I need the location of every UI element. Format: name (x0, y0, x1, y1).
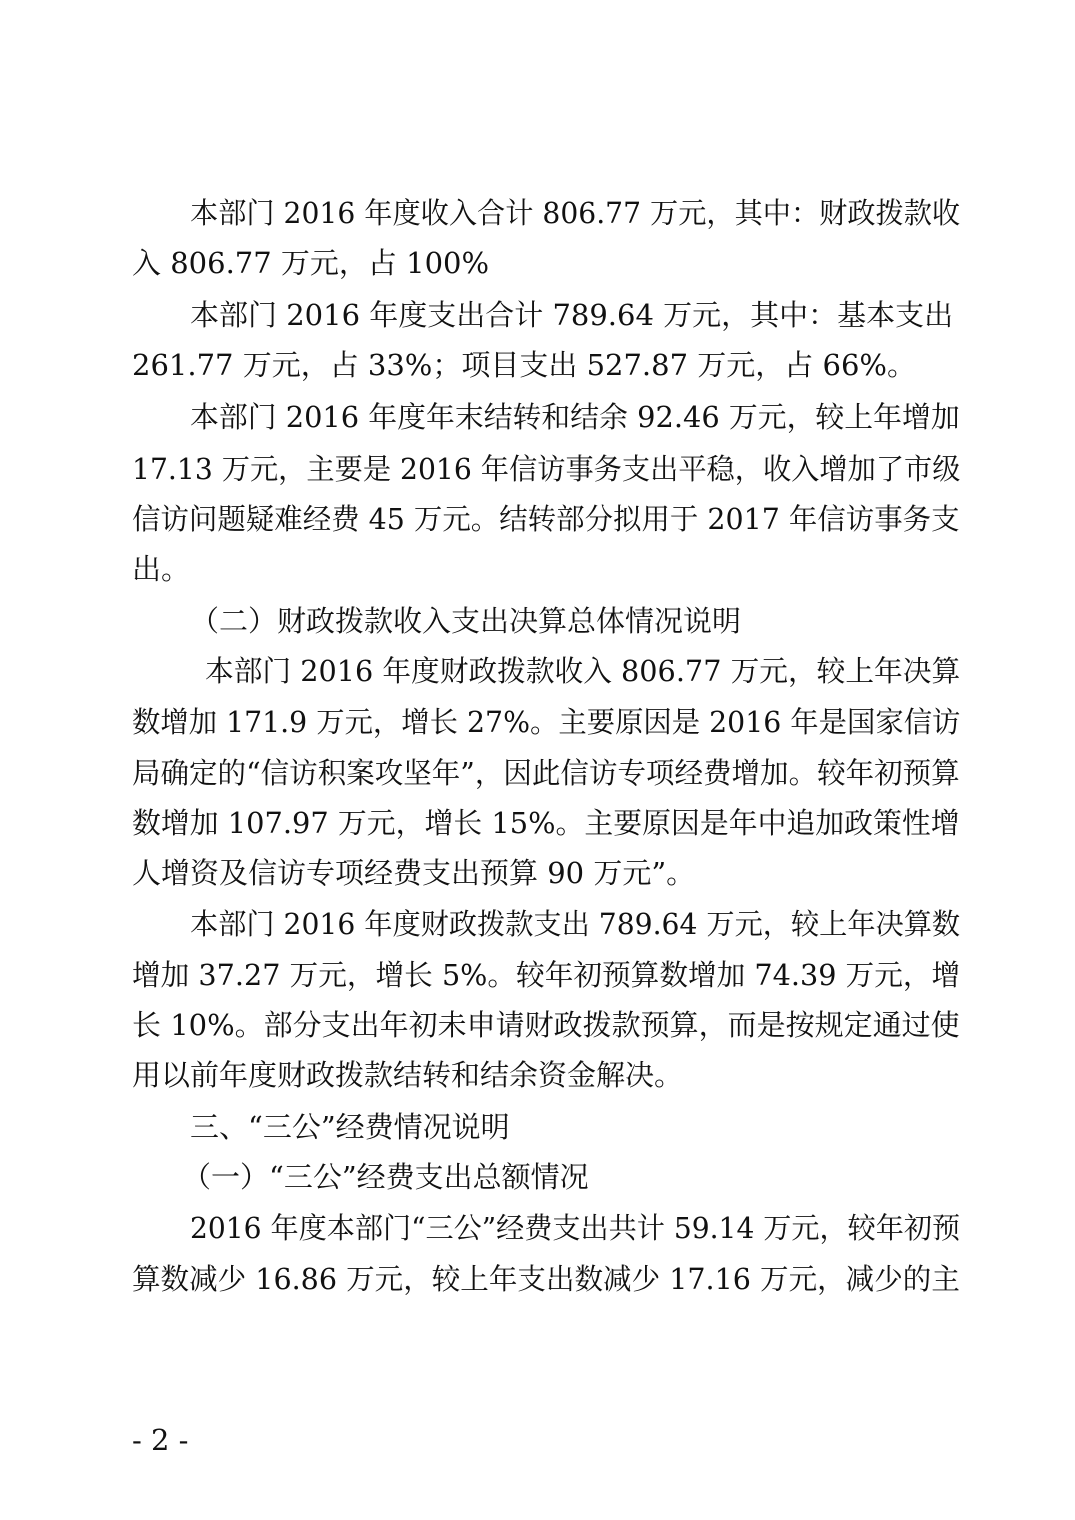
paragraph-line-5: 本部门 2016 年度年末结转和结余 92.46 万元，较上年增加 (190, 400, 960, 434)
paragraph-line-17: 用以前年度财政拨款结转和结余资金解决。 (132, 1058, 684, 1092)
paragraph-line-8: 出。 (132, 552, 191, 586)
page-number: - 2 - (132, 1423, 189, 1457)
paragraph-line-14: 本部门 2016 年度财政拨款支出 789.64 万元，较上年决算数 (190, 907, 961, 941)
paragraph-line-19: 算数减少 16.86 万元，较上年支出数减少 17.16 万元，减少的主 (132, 1262, 960, 1296)
paragraph-line-6: 17.13 万元，主要是 2016 年信访事务支出平稳，收入增加了市级 (132, 452, 961, 486)
paragraph-line-15: 增加 37.27 万元，增长 5%。较年初预算数增加 74.39 万元，增 (132, 958, 961, 992)
paragraph-line-7: 信访问题疑难经费 45 万元。结转部分拟用于 2017 年信访事务支 (132, 502, 960, 536)
paragraph-line-9: 本部门 2016 年度财政拨款收入 806.77 万元，较上年决算 (205, 654, 961, 688)
paragraph-line-3: 本部门 2016 年度支出合计 789.64 万元，其中：基本支出 (190, 298, 954, 332)
paragraph-line-16: 长 10%。部分支出年初未申请财政拨款预算，而是按规定通过使 (132, 1008, 960, 1042)
paragraph-line-11: 局确定的“信访积案攻坚年”，因此信访专项经费增加。较年初预算 (132, 756, 960, 790)
paragraph-line-4: 261.77 万元，占 33%；项目支出 527.87 万元，占 66%。 (132, 348, 916, 382)
paragraph-line-12: 数增加 107.97 万元，增长 15%。主要原因是年中追加政策性增 (132, 806, 960, 840)
section-heading-2: （二）财政拨款收入支出决算总体情况说明 (190, 604, 742, 638)
paragraph-line-2: 入 806.77 万元，占 100% (132, 246, 490, 280)
paragraph-line-1: 本部门 2016 年度收入合计 806.77 万元，其中：财政拨款收 (190, 196, 961, 230)
paragraph-line-13: 人增资及信访专项经费支出预算 90 万元”。 (132, 856, 696, 890)
section-heading-3: 三、“三公”经费情况说明 (190, 1110, 510, 1144)
paragraph-line-18: 2016 年度本部门“三公”经费支出共计 59.14 万元，较年初预 (190, 1211, 961, 1245)
subsection-heading-1: （一）“三公”经费支出总额情况 (182, 1160, 589, 1194)
paragraph-line-10: 数增加 171.9 万元，增长 27%。主要原因是 2016 年是国家信访 (132, 705, 961, 739)
